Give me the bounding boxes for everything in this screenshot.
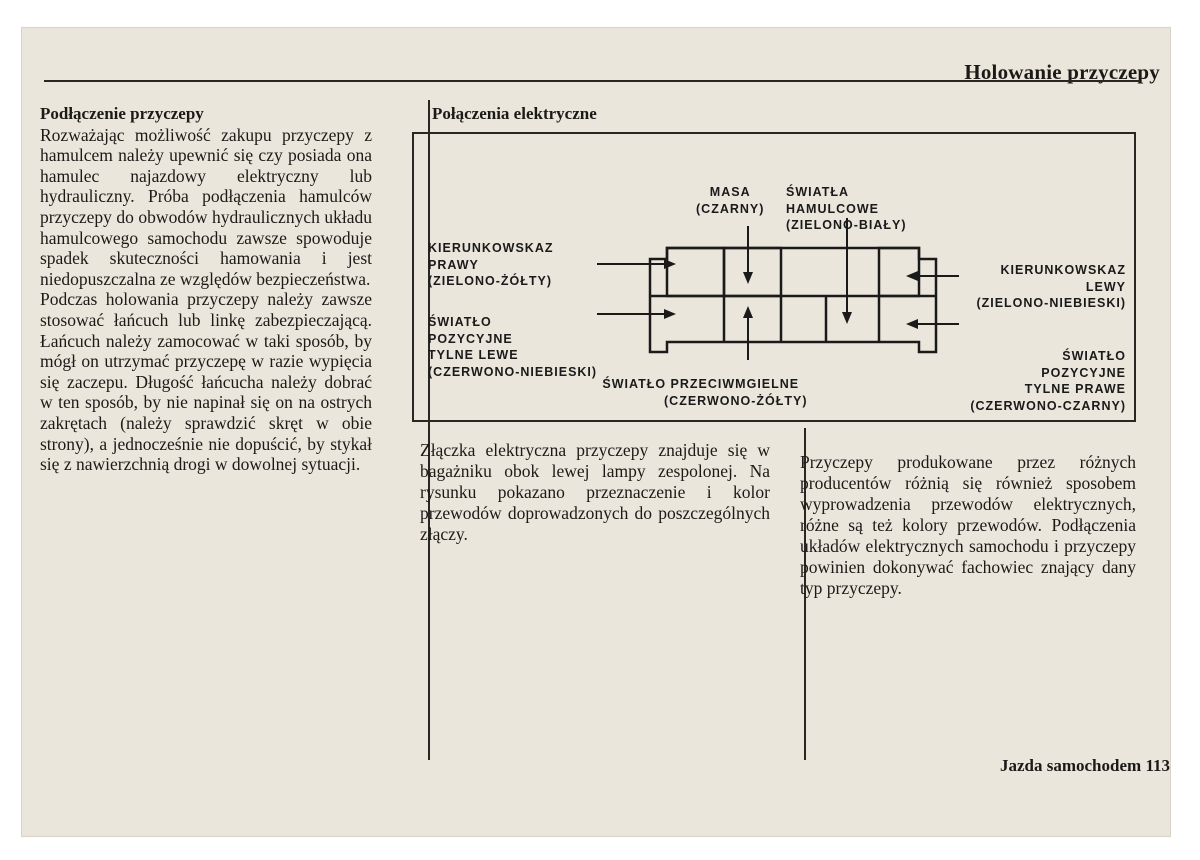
paragraph-chain: Podczas holowania przyczepy należy zawsze stosować łańcuch lub linkę zabezpieczającą. Łańcuch należy zamocować w taki sposób, by mógł on utrzymać przyczepę w razie wypięcia się zaczepu. Długość łańcucha należy dobrać w ten sposób, by nie napinał się on na ostrych zakrętach (należy sprawdzić skręt w obie strony), a jednocześnie nie dopuścić, by stykał się z nawierzchnią drogi w dowolnej sytuacji. <box>40 289 372 475</box>
page-footer <box>1000 756 1170 776</box>
middle-column-text: Złączka elektryczna przyczepy znajduje się w bagażniku obok lewej lampy zespolonej. Na rysunku pokazano przeznaczenie i kolor przewodów doprowadzonych do poszczególnych złączy. <box>420 440 770 544</box>
label-swiatlo-pozycyjne-lewe: ŚWIATŁO POZYCYJNE TYLNE LEWE (CZERWONO-NIEBIESKI) <box>428 315 598 379</box>
label-masa: MASA (CZARNY) <box>696 185 765 216</box>
terminal-upper-right <box>879 248 919 296</box>
page-number: 113 <box>1145 756 1170 775</box>
footer-section: Jazda samochodem <box>999 756 1142 775</box>
connector-outline <box>650 248 936 352</box>
right-column-text: Przyczepy produkowane przez różnych producentów różnią się również sposobem wyprowadzenia przewodów elektrycznych, różne są też kolory przewodów. Podłączenia układów elektrycznych samochodu i przyczepy powinien dokonywać fachowiec znający dany typ przyczepy. <box>800 452 1136 598</box>
label-kierunkowskaz-prawy: KIERUNKOWSKAZ PRAWY (ZIELONO-ŻÓŁTY) <box>428 241 554 288</box>
page-title: Holowanie przyczepy <box>964 60 1160 84</box>
left-column <box>40 104 372 475</box>
header-rule <box>44 80 1140 82</box>
label-swiatlo-pozycyjne-prawe: ŚWIATŁO POZYCYJNE TYLNE PRAWE (CZERWONO-CZARNY) <box>970 349 1126 413</box>
connector-diagram <box>412 132 1136 422</box>
label-swiatlo-przeciwmgielne: ŚWIATŁO PRZECIWMGIELNE (CZERWONO-ŻÓŁTY) <box>602 377 808 408</box>
section-heading: Podłączenie przyczepy <box>40 104 204 123</box>
label-swiatla-hamulcowe: ŚWIATŁA HAMULCOWE (ZIELONO-BIAŁY) <box>786 185 907 232</box>
label-kierunkowskaz-lewy: KIERUNKOWSKAZ LEWY (ZIELONO-NIEBIESKI) <box>976 263 1126 310</box>
terminal-upper-left <box>667 248 724 296</box>
paragraph-brake: Rozważając możliwość zakupu przyczepy z hamulcem należy upewnić się czy posiada ona hamulec najazdowy elektryczny lub hydrauliczny. Próba podłączenia hamulców przyczepy do obwodów hydraulicznych układu hamulcowego samochodu zawsze spowoduje spadek skuteczności hamowania i jest niedopuszczalna ze względów bezpieczeństwa. <box>40 124 372 289</box>
diagram-title: Połączenia elektryczne <box>432 104 597 123</box>
